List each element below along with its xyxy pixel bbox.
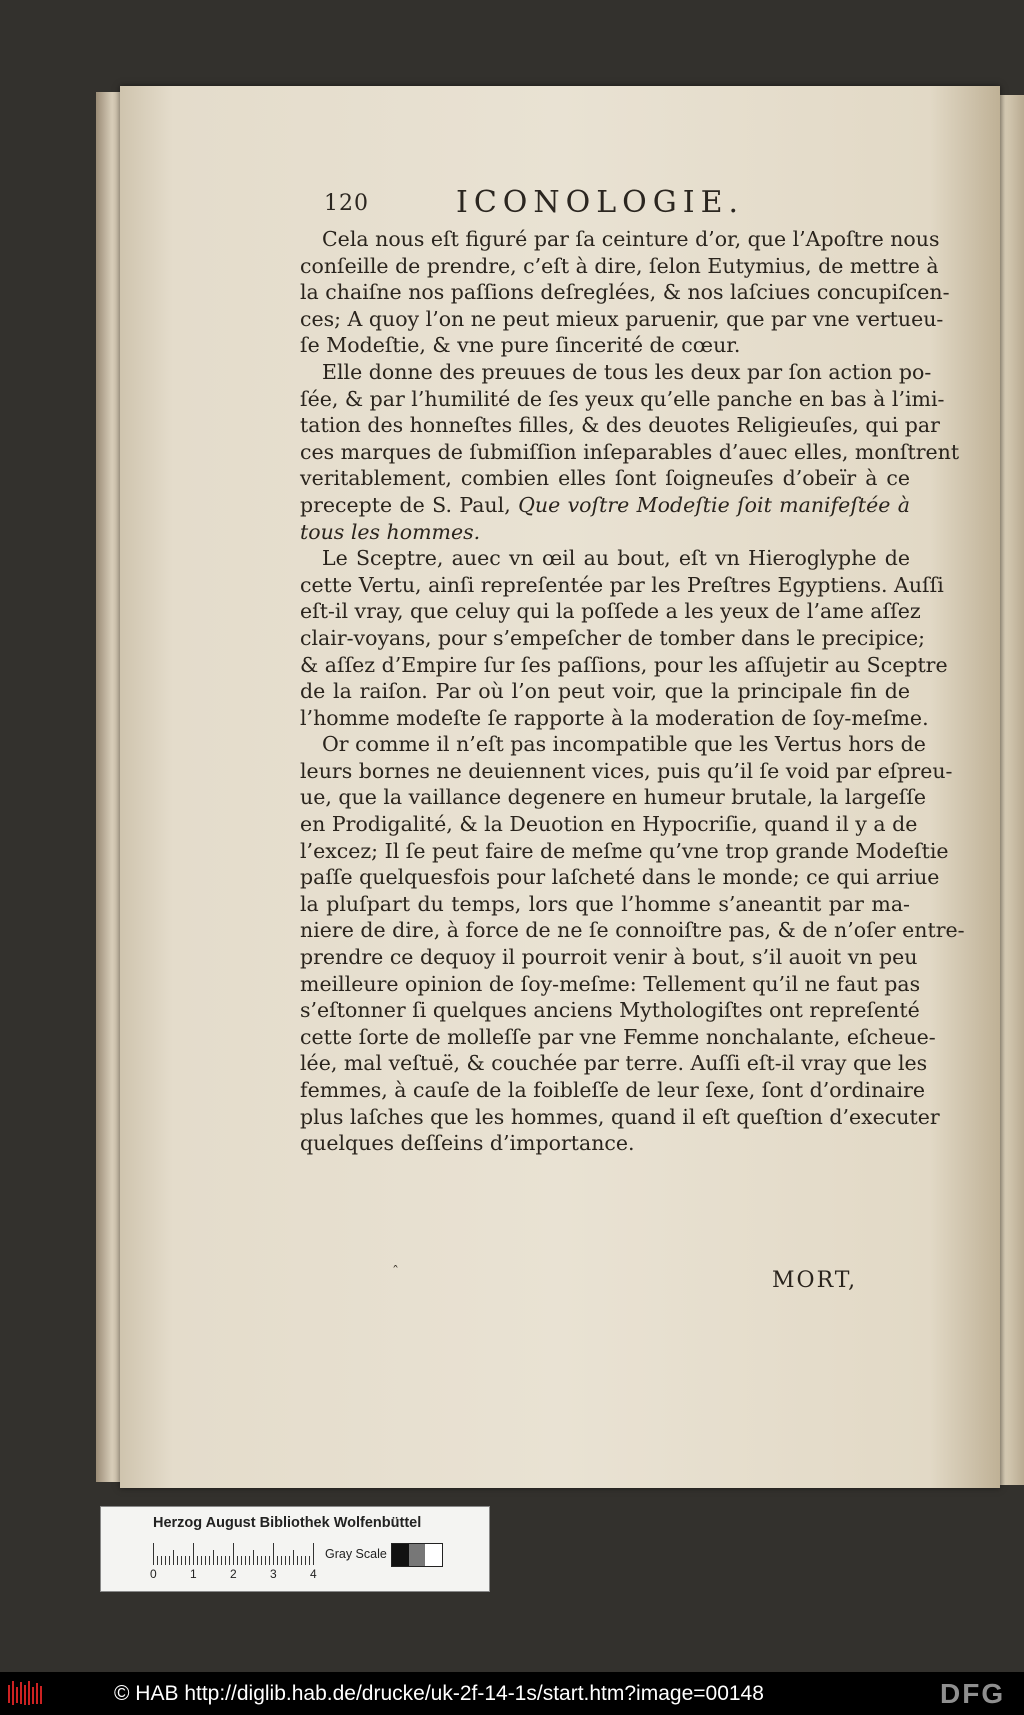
text-line: [300, 678, 910, 705]
dfg-logo: DFG: [940, 1678, 1006, 1709]
ruler-tick: [157, 1556, 158, 1565]
ruler-label: 1: [190, 1567, 197, 1581]
text-line-italic: tous les hommes.: [300, 519, 481, 544]
text-line-content: paſſe quelquesfois pour laſcheté dans le monde; ce qui arriue: [300, 865, 940, 890]
text-line-content: cette Vertu, ainſi repreſentée par les Preſtres Egyptiens. Auſſi: [300, 572, 944, 597]
ruler-tick: [237, 1556, 238, 1565]
ruler-tick: [193, 1543, 194, 1565]
text-line: [300, 386, 945, 413]
text-line: [300, 306, 944, 333]
text-line: [300, 864, 940, 891]
text-line-content: Elle donne des preuues de tous les deux par ſon action po-: [322, 359, 932, 384]
text-line-content: clair-voyans, pour s’empeſcher de tomber dans le precipice;: [300, 625, 926, 650]
ruler-tick: [161, 1556, 162, 1565]
footer-bar: [0, 1672, 1024, 1715]
ruler-tick: [253, 1550, 254, 1565]
ruler-tick: [177, 1556, 178, 1565]
swatch-white: [425, 1544, 442, 1566]
text-line-content: la pluſpart du temps, lors que l’homme s’aneantit par ma-: [300, 891, 910, 916]
printer-mark: ˆ: [392, 1264, 399, 1280]
running-title: ICONOLOGIE.: [456, 185, 745, 220]
text-line-content: femmes, à cauſe de la foibleſſe de leur ſexe, ſont d’ordinaire: [300, 1078, 926, 1102]
text-line-content: cette ſorte de molleſſe par vne Femme nonchalante, eſcheue-: [300, 1024, 936, 1049]
gray-scale-label: Gray Scale: [325, 1547, 387, 1561]
text-line: [300, 332, 910, 359]
ruler-tick: [245, 1556, 246, 1565]
text-line: [300, 572, 944, 599]
ruler-tick: [281, 1556, 282, 1565]
text-line-content: meilleure opinion de ſoy-meſme: Tellement qu’il ne faut pas: [300, 971, 921, 996]
text-line: [300, 731, 926, 758]
color-target: [100, 1506, 490, 1592]
text-line: [300, 1050, 928, 1077]
ruler-tick: [261, 1556, 262, 1565]
text-line-content: ces marques de ſubmiſſion inſeparables d’auec elles, monſtrent: [300, 439, 960, 464]
text-line: [300, 891, 910, 918]
ruler-tick: [293, 1550, 294, 1565]
text-line: [300, 279, 950, 306]
text-line-content: conſeille de prendre, c’eſt à dire, ſelon Eutymius, de mettre à: [300, 253, 939, 278]
target-title: Herzog August Bibliothek Wolfenbüttel: [153, 1515, 422, 1531]
text-line: [300, 226, 940, 253]
text-line-content: plus laſches que les hommes, quand il eſt queſtion d’executer: [300, 1104, 940, 1129]
text-line-content: Le Sceptre, auec vn œil au bout, eſt vn Hieroglyphe de: [322, 546, 910, 571]
text-line: [300, 1077, 926, 1104]
text-line-content: la chaiſne nos paſſions deſreglées, & nos laſciues concupiſcen-: [300, 280, 950, 305]
text-line-content: niere de dire, à force de ne ſe connoiſtre pas, & de n’oſer entre-: [300, 918, 965, 943]
text-line: [300, 705, 929, 732]
ruler-tick: [297, 1556, 298, 1565]
text-line-content: precepte de S. Paul,: [300, 492, 519, 517]
text-line: [300, 997, 920, 1024]
ruler-tick: [265, 1556, 266, 1565]
ruler-tick: [289, 1556, 290, 1565]
text-line-content: Or comme il n’eſt pas incompatible que les Vertus hors de: [322, 732, 926, 757]
text-line: [300, 1130, 910, 1157]
ruler-tick: [221, 1556, 222, 1565]
text-line: [300, 944, 918, 971]
catchword: MORT,: [772, 1268, 858, 1293]
text-line-content: en Prodigalité, & la Deuotion en Hypocriſie, quand il y a de: [300, 812, 918, 837]
ruler-tick: [301, 1556, 302, 1565]
body-text: [300, 226, 965, 1157]
text-line: [300, 412, 940, 439]
gray-scale-swatches: [391, 1543, 443, 1567]
ruler-tick: [153, 1543, 154, 1565]
text-line: [300, 652, 948, 679]
text-line: [300, 758, 953, 785]
ruler-label: 2: [230, 1567, 237, 1581]
ruler-tick: [201, 1556, 202, 1565]
ruler-tick: [277, 1556, 278, 1565]
ruler-tick: [181, 1556, 182, 1565]
ruler-tick: [169, 1556, 170, 1565]
text-line-content: lée, mal veſtuë, & couchée par terre. Auſſi eſt-il vray que les: [300, 1051, 928, 1076]
ruler-scale: [153, 1537, 317, 1565]
text-line-content: leurs bornes ne deuiennent vices, puis qu’il ſe void par eſpreu-: [300, 758, 953, 783]
ruler-tick: [273, 1543, 274, 1565]
text-line: [300, 359, 932, 386]
text-line-content: eſt-il vray, que celuy qui la poſſede a les yeux de l’ame aſſez: [300, 599, 921, 624]
ruler-tick: [309, 1556, 310, 1565]
text-line: [300, 784, 927, 811]
text-line: [300, 838, 949, 865]
text-line-content: prendre ce dequoy il pourroit venir à bout, s’il auoit vn peu: [300, 945, 918, 970]
text-line: [300, 519, 910, 546]
text-line-content: ces; A quoy l’on ne peut mieux paruenir, que par vne vertueu-: [300, 306, 944, 331]
ruler-label: 4: [310, 1567, 317, 1581]
page-number: 120: [324, 191, 369, 216]
text-line-content: l’excez; Il ſe peut faire de meſme qu’vne trop grande Modeſtie: [300, 838, 949, 863]
ruler-tick: [209, 1556, 210, 1565]
hab-logo-icon: [6, 1679, 46, 1707]
text-line-content: s’eſtonner ſi quelques anciens Mythologiſtes ont repreſenté: [300, 998, 920, 1023]
ruler-tick: [197, 1556, 198, 1565]
ruler-tick: [305, 1556, 306, 1565]
text-line: [300, 625, 926, 652]
page-header: [324, 185, 764, 225]
text-line: [300, 253, 939, 280]
text-line-content: l’homme modeſte ſe rapporte à la moderation de ſoy-meſme.: [300, 705, 929, 730]
ruler-tick: [269, 1556, 270, 1565]
ruler-tick: [165, 1556, 166, 1565]
text-line-italic: Que voſtre Modeſtie ſoit manifeſtée à: [518, 492, 910, 517]
ruler-tick: [189, 1556, 190, 1565]
ruler-tick: [213, 1550, 214, 1565]
ruler-tick: [229, 1556, 230, 1565]
text-line-content: quelques deſſeins d’importance.: [300, 1131, 635, 1156]
text-line: [300, 492, 910, 519]
text-line: [300, 811, 918, 838]
ruler-label: 0: [150, 1567, 157, 1581]
ruler-label: 3: [270, 1567, 277, 1581]
ruler-tick: [313, 1543, 314, 1565]
text-line-content: Cela nous eſt figuré par ſa ceinture d’or, que l’Apoſtre nous: [322, 227, 940, 251]
copyright-link[interactable]: © HAB http://diglib.hab.de/drucke/uk-2f-14-1s/start.htm?image=00148: [114, 1682, 764, 1705]
text-line-content: ue, que la vaillance degenere en humeur brutale, la largeſſe: [300, 785, 927, 810]
ruler-tick: [173, 1550, 174, 1565]
ruler-tick: [249, 1556, 250, 1565]
ruler-tick: [205, 1556, 206, 1565]
text-line-content: tation des honneſtes filles, & des deuotes Religieuſes, qui par: [300, 413, 940, 438]
text-line: [300, 917, 965, 944]
ruler-labels: [150, 1567, 343, 1583]
text-line: [300, 971, 921, 998]
ruler-tick: [241, 1556, 242, 1565]
ruler-tick: [225, 1556, 226, 1565]
text-line-content: ſée, & par l’humilité de ſes yeux qu’elle panche en bas à l’imi-: [300, 386, 945, 411]
text-line: [300, 1104, 940, 1131]
ruler-tick: [185, 1556, 186, 1565]
ruler-tick: [257, 1556, 258, 1565]
text-line: [300, 545, 910, 572]
ruler-tick: [217, 1556, 218, 1565]
text-line-content: ſe Modeſtie, & vne pure ſincerité de cœur.: [300, 333, 741, 358]
swatch-black: [392, 1544, 409, 1566]
ruler-tick: [233, 1543, 234, 1565]
text-line-content: de la raiſon. Par où l’on peut voir, que la principale fin de: [300, 679, 910, 704]
text-line-content: veritablement, combien elles ſont ſoigneuſes d’obeïr à ce: [300, 466, 910, 491]
text-line: [300, 439, 960, 466]
text-line: [300, 1024, 936, 1051]
text-line: [300, 598, 921, 625]
text-line: [300, 465, 910, 492]
swatch-gray: [409, 1544, 426, 1566]
ruler-tick: [285, 1556, 286, 1565]
text-line-content: & aſſez d’Empire ſur ſes paſſions, pour les aſſujetir au Sceptre: [300, 652, 948, 677]
